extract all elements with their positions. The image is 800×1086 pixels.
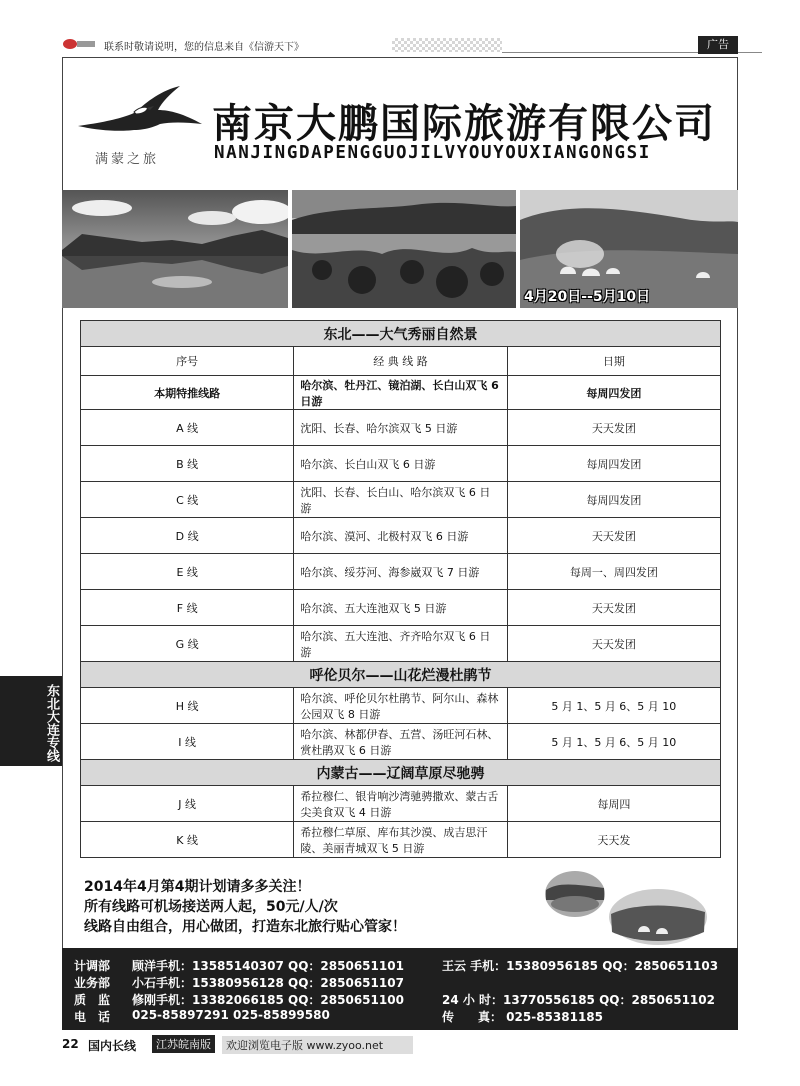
- eagle-logo-icon: [76, 82, 204, 142]
- route-code: K 线: [81, 822, 294, 858]
- route-name: 哈尔滨、五大连池、齐齐哈尔双飞 6 日游: [294, 626, 507, 662]
- route-date: 5 月 1、5 月 6、5 月 10: [507, 688, 720, 724]
- route-code: I 线: [81, 724, 294, 760]
- route-name: 哈尔滨、漠河、北极村双飞 6 日游: [294, 518, 507, 554]
- header-strip: [62, 36, 738, 54]
- contact-info: 传 真： 025-85381185: [442, 1010, 604, 1024]
- website-link[interactable]: 欢迎浏览电子版 www.zyoo.net: [222, 1036, 413, 1054]
- table-row: [81, 410, 721, 446]
- route-name: 哈尔滨、长白山双飞 6 日游: [294, 446, 507, 482]
- section-name: 国内长线: [88, 1039, 137, 1053]
- route-code: B 线: [81, 446, 294, 482]
- table-row: [81, 822, 721, 858]
- decor-pattern: [392, 38, 502, 52]
- route-name: 哈尔滨、五大连池双飞 5 日游: [294, 590, 507, 626]
- route-date: 每周一、周四发团: [507, 554, 720, 590]
- contact-row: [74, 957, 738, 974]
- route-code: J 线: [81, 786, 294, 822]
- contact-info: 24 小 时：13770556185 QQ：2850651102: [442, 993, 715, 1007]
- route-date: 天天发团: [507, 590, 720, 626]
- ad-tag: 广告: [698, 36, 738, 54]
- route-code: G 线: [81, 626, 294, 662]
- contact-dept: 电 话: [74, 1010, 111, 1024]
- note-line: 所有线路可机场接送两人起，50元/人/次: [84, 899, 338, 915]
- col-header-code: 序号: [81, 347, 294, 376]
- table-row: [81, 590, 721, 626]
- route-date: 5 月 1、5 月 6、5 月 10: [507, 724, 720, 760]
- section-row: [81, 760, 721, 786]
- route-name: 希拉穆仁草原、库布其沙漠、成吉思汗陵、美丽青城双飞 5 日游: [294, 822, 507, 858]
- route-name: 希拉穆仁、银肯响沙湾驰骋撒欢、蒙古舌尖美食双飞 4 日游: [294, 786, 507, 822]
- contact-dept: 计调部: [74, 959, 111, 973]
- page-number: 22: [62, 1037, 79, 1051]
- route-name: 哈尔滨、林都伊春、五营、汤旺河石林、赏杜鹃双飞 6 日游: [294, 724, 507, 760]
- section-title: 东北——大气秀丽自然景: [81, 321, 721, 347]
- contact-info: 修刚手机：13382066185 QQ：2850651100: [132, 993, 404, 1007]
- lake-photo: [62, 190, 288, 308]
- date-range: 4月20日--5月10日: [524, 289, 651, 305]
- section-title: 内蒙古——辽阔草原尽驰骋: [81, 760, 721, 786]
- table-row: [81, 554, 721, 590]
- col-header-route: 经 典 线 路: [294, 347, 507, 376]
- contact-info: 王云 手机：15380956185 QQ：2850651103: [442, 959, 719, 973]
- route-table: [80, 320, 721, 858]
- route-name: 哈尔滨、呼伦贝尔杜鹃节、阿尔山、森林公园双飞 8 日游: [294, 688, 507, 724]
- section-row: [81, 662, 721, 688]
- contact-dept: 业务部: [74, 976, 111, 990]
- route-name: 沈阳、长春、长白山、哈尔滨双飞 6 日游: [294, 482, 507, 518]
- route-date: 天天发团: [507, 518, 720, 554]
- contact-row: [74, 974, 738, 991]
- magazine-logo-icon: [62, 37, 96, 51]
- note-line: 线路自由组合，用心做团，打造东北旅行贴心管家！: [84, 919, 406, 935]
- table-row: [81, 786, 721, 822]
- plan-notes: [84, 877, 406, 937]
- contact-block: [62, 948, 738, 1030]
- company-title: 南京大鹏国际旅游有限公司: [212, 101, 716, 147]
- route-date: 每周四发团: [507, 482, 720, 518]
- route-code: A 线: [81, 410, 294, 446]
- table-header-row: [81, 347, 721, 376]
- featured-row: [81, 376, 721, 410]
- table-row: [81, 688, 721, 724]
- source-note: 联系时敬请说明，您的信息来自《信游天下》: [104, 42, 304, 53]
- route-code: F 线: [81, 590, 294, 626]
- contact-info: 小石手机：15380956128 QQ：2850651107: [132, 976, 404, 990]
- lake-oval-photo: [544, 870, 606, 918]
- route-code: C 线: [81, 482, 294, 518]
- route-date: 每周四发团: [507, 446, 720, 482]
- contact-dept: 质 监: [74, 993, 111, 1007]
- flower-lake-photo: [292, 190, 516, 308]
- table-row: [81, 724, 721, 760]
- edition-badge: 江苏皖南版: [152, 1035, 215, 1053]
- section-row: [81, 321, 721, 347]
- contact-row: [74, 1008, 738, 1025]
- company-pinyin: NANJINGDAPENGGUOJILVYOUYOUXIANGONGSI: [214, 143, 651, 163]
- route-date: 每周四: [507, 786, 720, 822]
- route-date: 天天发: [507, 822, 720, 858]
- route-name: 沈阳、长春、哈尔滨双飞 5 日游: [294, 410, 507, 446]
- note-line: 2014年4月第4期计划请多多关注！: [84, 879, 311, 895]
- yurt-oval-photo: [608, 888, 708, 946]
- route-name: 哈尔滨、牡丹江、镜泊湖、长白山双飞 6 日游: [294, 376, 507, 410]
- table-row: [81, 446, 721, 482]
- route-code: H 线: [81, 688, 294, 724]
- contact-row: [74, 991, 738, 1008]
- route-code: D 线: [81, 518, 294, 554]
- table-row: [81, 482, 721, 518]
- contact-info: 025-85897291 025-85899580: [132, 1008, 330, 1022]
- route-code: E 线: [81, 554, 294, 590]
- side-tab: 东北大连专线: [0, 676, 62, 766]
- route-name: 哈尔滨、绥芬河、海参崴双飞 7 日游: [294, 554, 507, 590]
- route-code: 本期特推线路: [81, 376, 294, 410]
- table-row: [81, 626, 721, 662]
- route-date: 天天发团: [507, 626, 720, 662]
- section-title: 呼伦贝尔——山花烂漫杜鹃节: [81, 662, 721, 688]
- route-date: 天天发团: [507, 410, 720, 446]
- table-row: [81, 518, 721, 554]
- route-date: 每周四发团: [507, 376, 720, 410]
- col-header-date: 日期: [507, 347, 720, 376]
- contact-info: 顾洋手机：13585140307 QQ：2850651101: [132, 959, 404, 973]
- brand-slogan: 满蒙之旅: [95, 152, 160, 167]
